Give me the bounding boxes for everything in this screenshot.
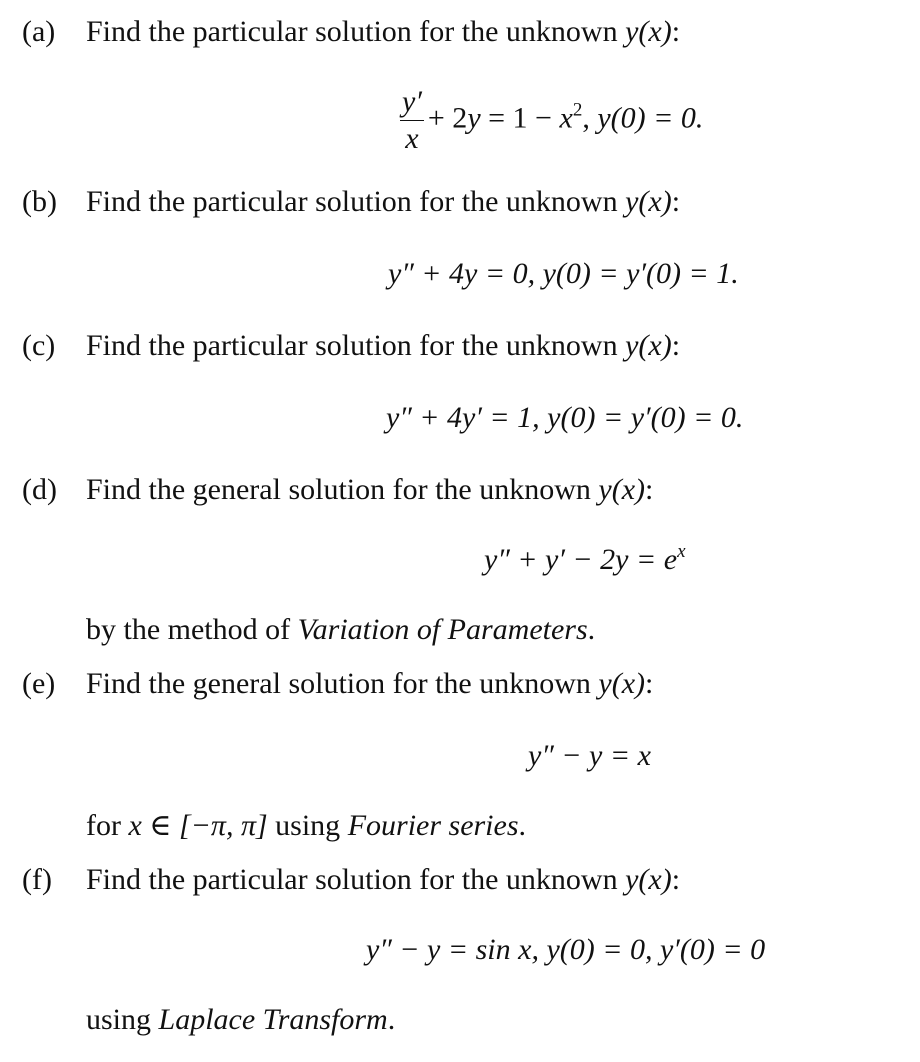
- fraction: $\frac{y'}{x}$: [402, 85, 422, 155]
- problem-a-equation: $\frac{y'}{x}$ + $2y = 1 - x^2$, y(0) = 0.: [402, 85, 704, 155]
- problem-prompt: Find the particular solution for the unknown y(x):: [86, 15, 681, 48]
- problem-prompt: Find the particular solution for the unknown y(x):: [86, 329, 681, 362]
- problem-e-note: for x ∈ [−π, π] using Fourier series.: [86, 809, 527, 842]
- problem-e-equation: y″ − y = x: [528, 739, 651, 772]
- problem-d-note: by the method of Variation of Parameters.: [86, 613, 596, 646]
- problem-label: (e): [22, 667, 56, 700]
- problem-c-equation: y″ + 4y′ = 1, y(0) = y′(0) = 0.: [386, 401, 744, 434]
- problem-label: (a): [22, 15, 56, 48]
- problem-b-equation: y″ + 4y = 0, y(0) = y′(0) = 1.: [388, 257, 739, 290]
- problem-prompt: Find the particular solution for the unknown y(x):: [86, 185, 681, 218]
- problem-prompt: Find the general solution for the unknown y(x):: [86, 473, 654, 506]
- problem-f-equation: y″ − y = sin x, y(0) = 0, y′(0) = 0: [366, 933, 766, 966]
- problem-label: (d): [22, 473, 57, 506]
- problem-label: (f): [22, 863, 52, 896]
- problem-prompt: Find the particular solution for the unknown y(x):: [86, 863, 681, 896]
- problem-label: (b): [22, 185, 57, 218]
- problem-label: (c): [22, 329, 56, 362]
- problem-f-note: using Laplace Transform.: [86, 1003, 396, 1036]
- problem-prompt: Find the general solution for the unknown y(x):: [86, 667, 654, 700]
- problem-d-equation: $y'' + y' - 2y = e^x$: [484, 541, 686, 576]
